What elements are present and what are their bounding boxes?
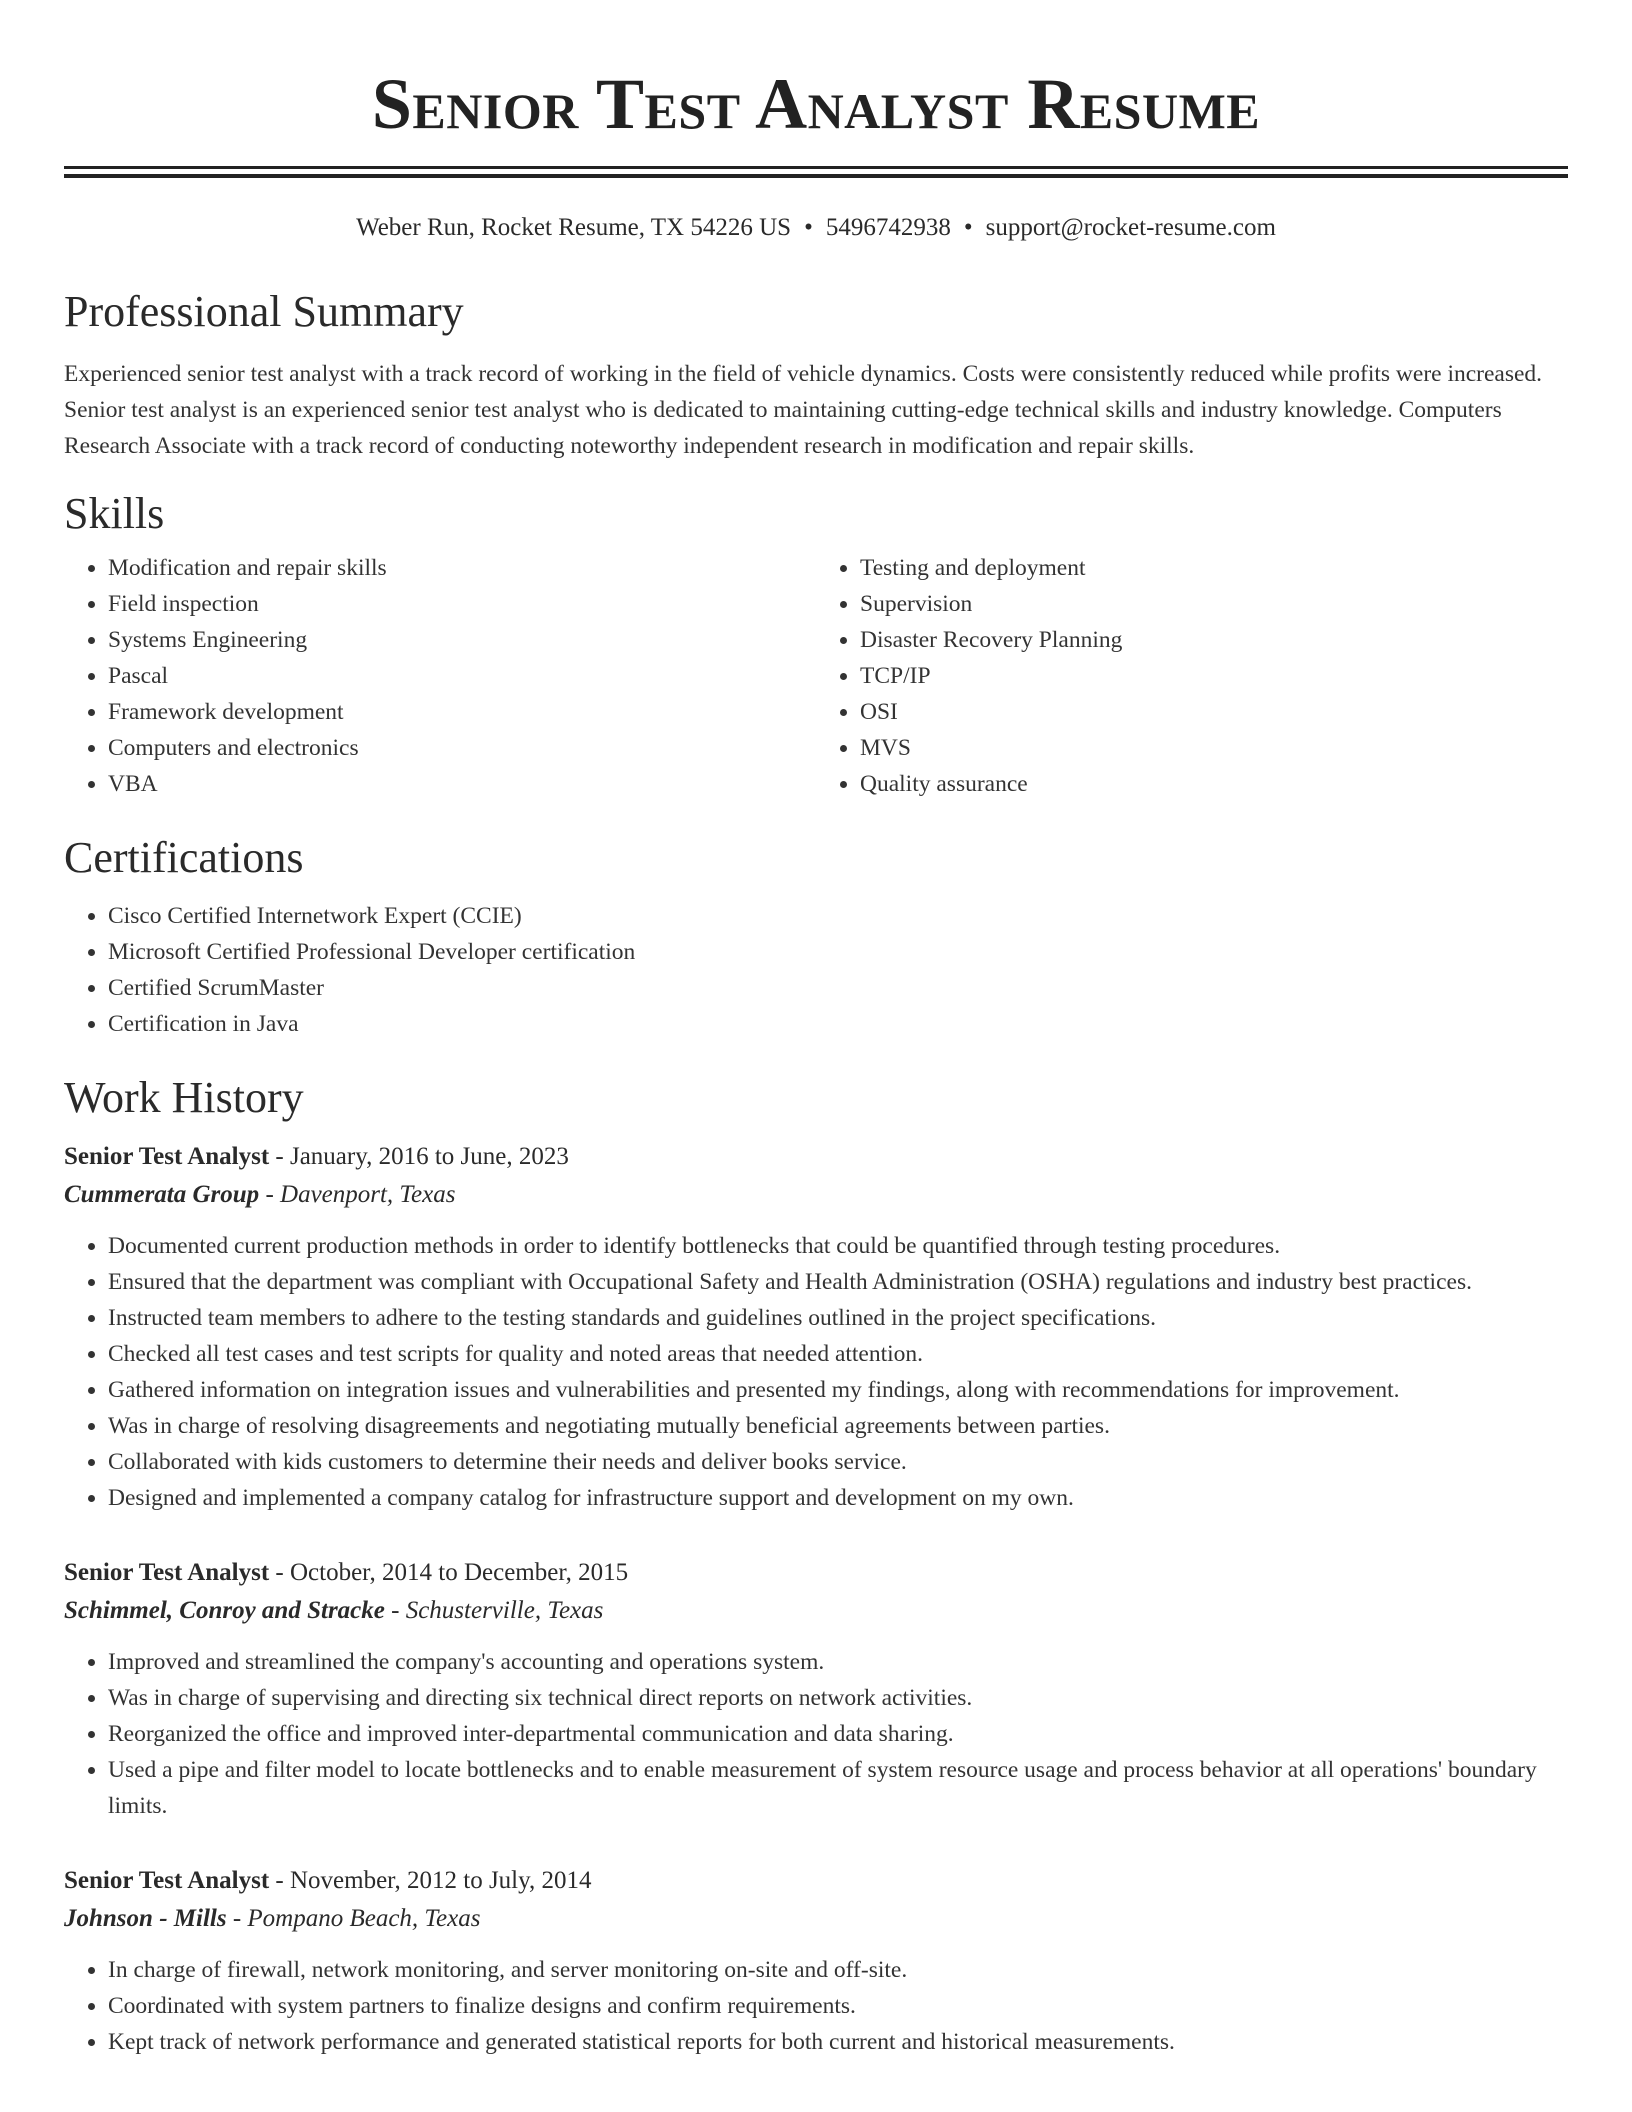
certification-item: • Cisco Certified Internetwork Expert (CCIE) [108,898,1568,934]
skill-item: • Systems Engineering [108,622,816,658]
job-company: Johnson - Mills [64,1905,227,1932]
skills-list-right [816,550,1568,802]
title-divider-thick [64,174,1568,178]
job-bullet: • Ensured that the department was compliant with Occupational Safety and Health Administration (OSHA) regulations and industry best practices. [108,1264,1568,1300]
job-entry [64,1138,1568,1516]
contact-phone: 5496742938 [825,214,951,241]
skill-item: • Testing and deployment [860,550,1568,586]
job-location: Davenport, Texas [280,1181,456,1208]
job-company: Schimmel, Conroy and Stracke [64,1597,385,1624]
job-title-line: Senior Test Analyst - January, 2016 to June, 2023 [64,1143,569,1170]
job-company-line: Johnson - Mills - Pompano Beach, Texas [64,1905,481,1932]
job-bullet: • Was in charge of resolving disagreements and negotiating mutually beneficial agreements between parties. [108,1408,1568,1444]
job-bullet: • Designed and implemented a company catalog for infrastructure support and development on my own. [108,1480,1568,1516]
job-title: Senior Test Analyst [64,1143,270,1170]
job-company: Cummerata Group [64,1181,260,1208]
job-bullets [64,1228,1568,1516]
job-bullets [64,1644,1568,1824]
resume-title: Senior Test Analyst Resume [371,64,1261,144]
certifications-list [64,898,1568,1042]
contact-separator: • [963,214,973,241]
job-entry [64,1862,1568,2060]
job-company-line: Schimmel, Conroy and Stracke - Schusterville, Texas [64,1597,604,1624]
job-bullet: • Documented current production methods in order to identify bottlenecks that could be quantified through testing procedures. [108,1228,1568,1264]
summary-text: Experienced senior test analyst with a track record of working in the field of vehicle dynamics. Costs were consistently reduced while profits were increased. Senior test analyst is an experienced senior test analyst who is dedicated to maintaining cutting-edge technical skills and industry knowledge. Computers Research Associate with a track record of conducting noteworthy independent research in modification and repair skills. [64,361,1543,459]
skill-item: • Field inspection [108,586,816,622]
job-dates: January, 2016 to June, 2023 [289,1143,569,1170]
job-bullet: • Coordinated with system partners to finalize designs and confirm requirements. [108,1988,1568,2024]
skills-list-left [64,550,816,802]
job-bullet: • Kept track of network performance and generated statistical reports for both current and historical measurements. [108,2024,1568,2060]
job-bullet: • Was in charge of supervising and directing six technical direct reports on network activities. [108,1680,1568,1716]
skill-item: • Pascal [108,658,816,694]
skill-item: • Framework development [108,694,816,730]
contact-line [64,212,1568,244]
job-bullet: • Instructed team members to adhere to the testing standards and guidelines outlined in the project specifications. [108,1300,1568,1336]
job-title: Senior Test Analyst [64,1559,270,1586]
work-history-heading: Work History [64,1073,304,1122]
job-title-line: Senior Test Analyst - October, 2014 to December, 2015 [64,1559,629,1586]
skill-item: • VBA [108,766,816,802]
job-bullet: • Reorganized the office and improved inter-departmental communication and data sharing. [108,1716,1568,1752]
contact-separator: • [804,214,813,241]
certification-item: • Certified ScrumMaster [108,970,1568,1006]
skills-columns [64,550,1568,802]
job-bullet: • Checked all test cases and test scripts for quality and noted areas that needed attention. [108,1336,1568,1372]
skill-item: • TCP/IP [860,658,1568,694]
skill-item: • Supervision [860,586,1568,622]
certifications-heading: Certifications [64,833,304,882]
job-bullets [64,1952,1568,2060]
title-divider [64,166,1568,169]
contact-address: Weber Run, Rocket Resume, TX 54226 US [356,214,792,241]
skill-item: • OSI [860,694,1568,730]
skill-item: • Modification and repair skills [108,550,816,586]
contact-email: support@rocket-resume.com [985,214,1276,241]
certification-item: • Certification in Java [108,1006,1568,1042]
summary-heading: Professional Summary [64,287,464,336]
job-bullet: • Used a pipe and filter model to locate bottlenecks and to enable measurement of system resource usage and process behavior at all operations' boundary limits. [108,1752,1568,1824]
job-bullet: • Gathered information on integration issues and vulnerabilities and presented my findings, along with recommendations for improvement. [108,1372,1568,1408]
job-title-line: Senior Test Analyst - November, 2012 to July, 2014 [64,1867,592,1894]
job-location: Schusterville, Texas [405,1597,604,1624]
job-entry [64,1554,1568,1824]
job-bullet: • In charge of firewall, network monitoring, and server monitoring on-site and off-site. [108,1952,1568,1988]
job-bullet: • Improved and streamlined the company's accounting and operations system. [108,1644,1568,1680]
resume-page [64,0,1568,2060]
skill-item: • MVS [860,730,1568,766]
skill-item: • Disaster Recovery Planning [860,622,1568,658]
skill-item: • Quality assurance [860,766,1568,802]
job-dates: November, 2012 to July, 2014 [289,1867,592,1894]
job-title: Senior Test Analyst [64,1867,270,1894]
skills-heading: Skills [64,489,165,538]
job-dates: October, 2014 to December, 2015 [289,1559,629,1586]
job-company-line: Cummerata Group - Davenport, Texas [64,1181,456,1208]
job-location: Pompano Beach, Texas [247,1905,481,1932]
certification-item: • Microsoft Certified Professional Developer certification [108,934,1568,970]
job-bullet: • Collaborated with kids customers to determine their needs and deliver books service. [108,1444,1568,1480]
skill-item: • Computers and electronics [108,730,816,766]
